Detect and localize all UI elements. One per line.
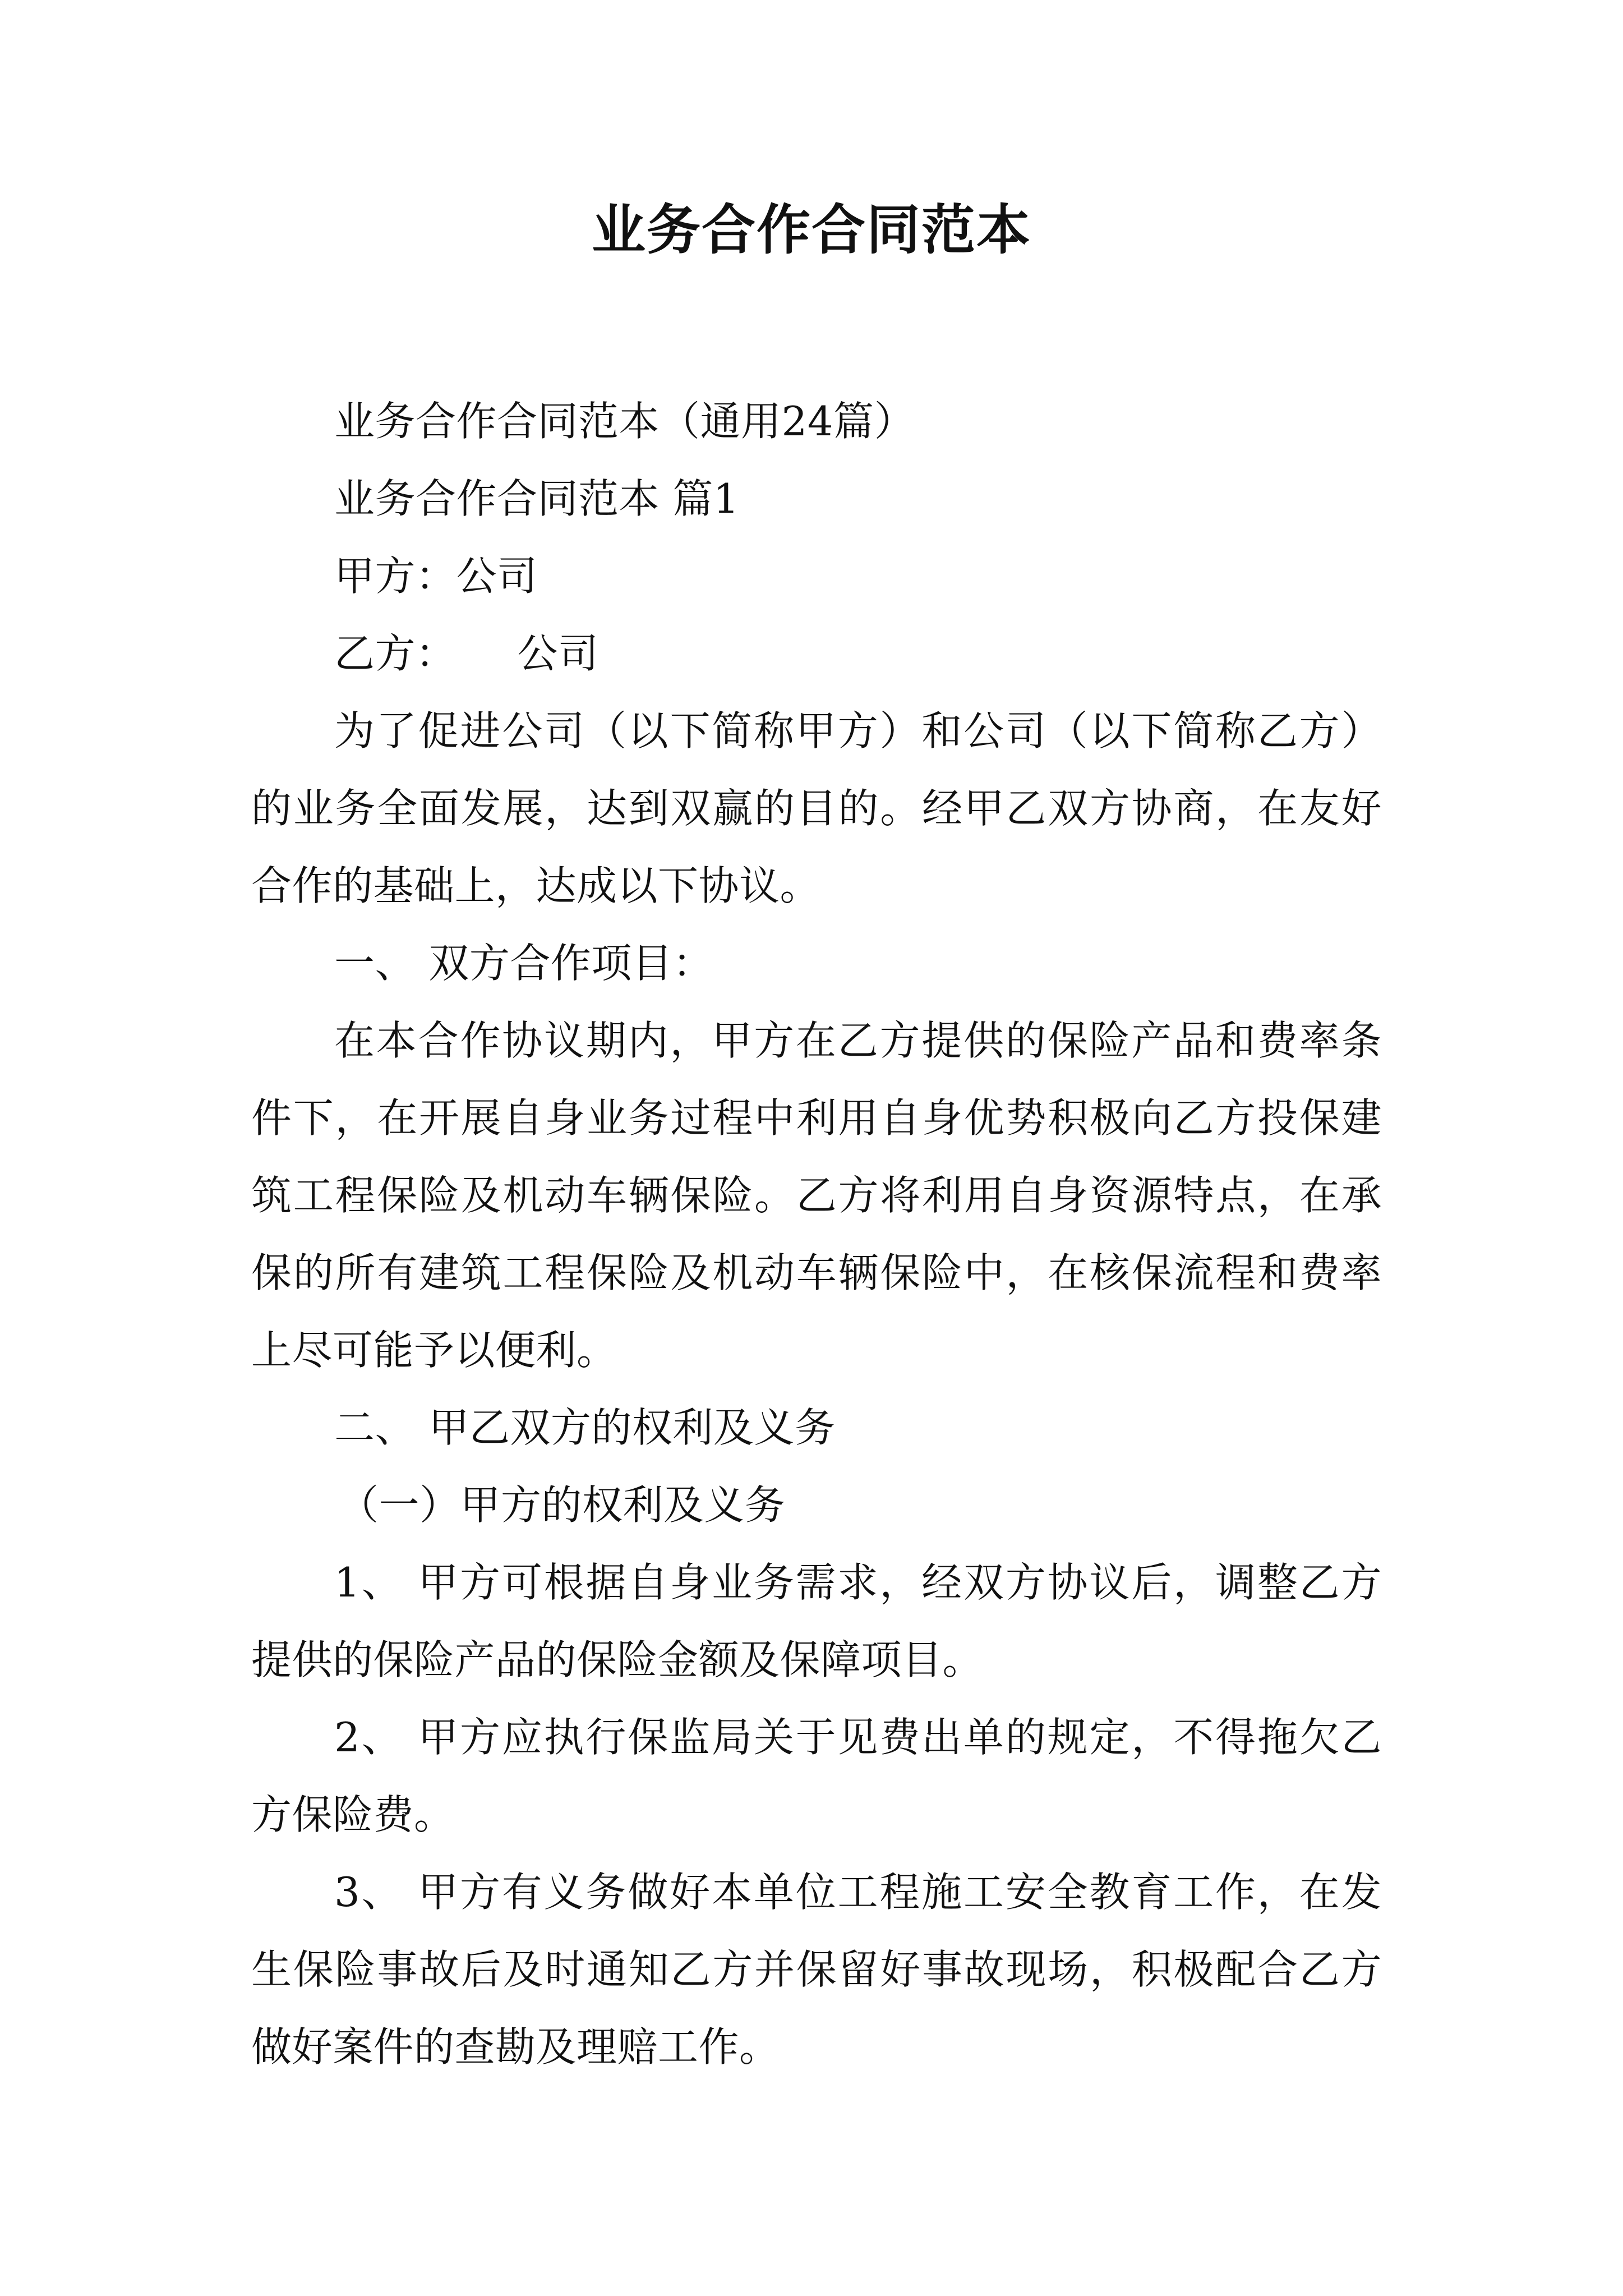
paragraph-heading-cooperation: 一、 双方合作项目： <box>334 940 713 987</box>
paragraph-clause-3: 3、 甲方有义务做好本单位工程施工安全教育工作，在发生保险事故后及时通知乙方并保留好事故现场，积极配合乙方做好案件的查勘及理赔工作。 <box>251 1869 1382 2070</box>
paragraph-cooperation-content: 在本合作协议期内，甲方在乙方提供的保险产品和费率条件下，在开展自身业务过程中利用自身优势积极向乙方投保建筑工程保险及机动车辆保险。乙方将利用自身资源特点，在承保的所有建筑工程保险及机动车辆保险中，在核保流程和费率上尽可能予以便利。 <box>251 1017 1382 1374</box>
document-title: 业务合作合同范本 <box>592 198 1031 261</box>
paragraph-heading-party-a-rights: （一）甲方的权利及义务 <box>338 1481 786 1529</box>
paragraph-subtitle: 业务合作合同范本（通用24篇） <box>334 398 915 445</box>
paragraph-preamble: 为了促进公司（以下简称甲方）和公司（以下简称乙方）的业务全面发展，达到双赢的目的。经甲乙双方协商，在友好合作的基础上，达成以下协议。 <box>251 707 1382 909</box>
paragraph-party-b: 乙方： 公司 <box>334 630 599 677</box>
paragraph-heading-rights: 二、 甲乙双方的权利及义务 <box>334 1404 836 1451</box>
paragraph-party-a: 甲方：公司 <box>334 553 538 600</box>
paragraph-clause-2: 2、 甲方应执行保监局关于见费出单的规定，不得拖欠乙方保险费。 <box>251 1714 1382 1838</box>
document-body <box>251 383 1382 2086</box>
paragraph-section-heading: 业务合作合同范本 篇1 <box>334 475 740 522</box>
paragraph-clause-1: 1、 甲方可根据自身业务需求，经双方协议后，调整乙方提供的保险产品的保险金额及保障项目。 <box>251 1559 1382 1683</box>
